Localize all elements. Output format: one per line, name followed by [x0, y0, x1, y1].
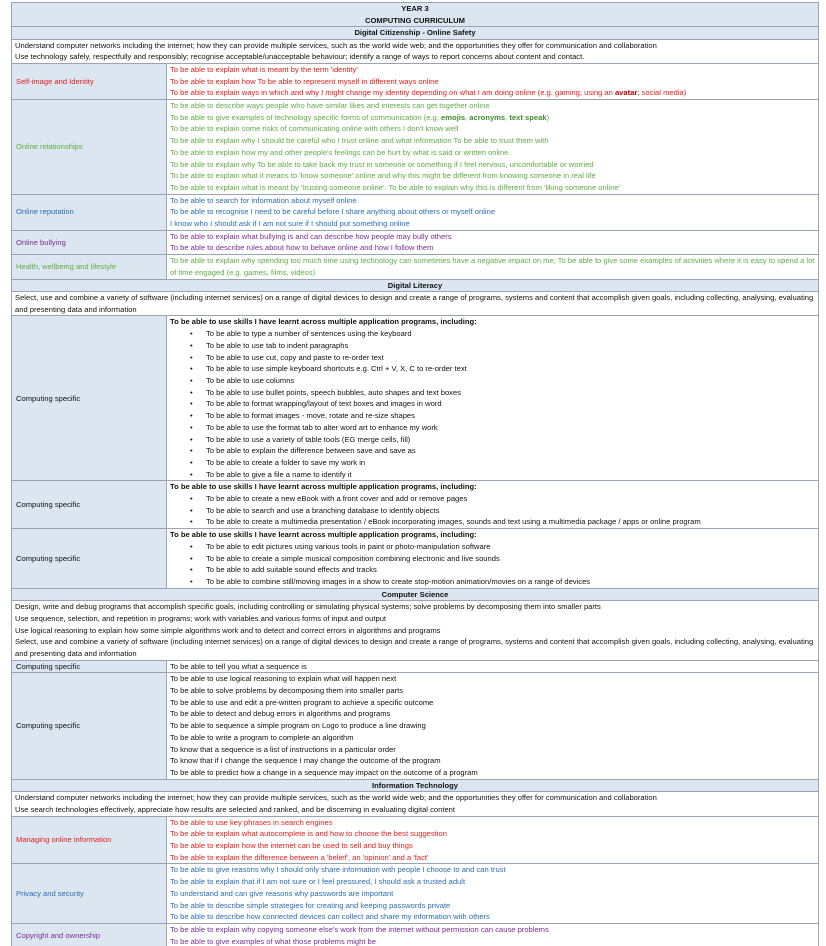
- list-item: • To be able to create a simple musical composition combining electronic and live sounds: [206, 553, 815, 565]
- row-content: [167, 481, 818, 528]
- row-computing-specific: [11, 528, 819, 588]
- row-health-wellbeing: [11, 254, 819, 278]
- row-copyright-ownership: [11, 923, 819, 946]
- intro-line: Use sequence, selection, and repetition in programs; work with variables and various forms of input and output: [15, 613, 387, 623]
- list-item: To be able to detect and debug errors in algorithms and programs: [170, 709, 391, 719]
- row-online-reputation: [11, 194, 819, 230]
- list-item: To be able to give reasons why I should only share information with people I choose to and can trust: [170, 865, 506, 875]
- list-item: • To be able to combine still/moving images in a show to create stop-motion animation/movies on a range of devices: [206, 576, 815, 588]
- row-label: Computing specific: [12, 673, 167, 778]
- list-item: To be able to explain the difference between a 'belief', an 'opinion' and a 'fact': [170, 852, 429, 862]
- intro-line: Understand computer networks including the internet; how they can provide multiple services, such as the world wide web; and the opportunities they offer for communication and collaboration: [15, 40, 657, 50]
- list-item: To be able to give examples of technology specific forms of communication (e.g. emojis, acronyms, text speak): [170, 112, 550, 122]
- row-content: [167, 864, 818, 923]
- list-item: To be able to recognise I need to be careful before I share anything about others or myself online: [170, 207, 496, 217]
- row-privacy-security: [11, 863, 819, 923]
- row-content: [167, 64, 818, 99]
- intro-line: Understand computer networks including the internet; how they can provide multiple services, such as the world wide web; and the opportunities they offer for communication and collaboration: [15, 793, 657, 803]
- list-item: • To be able to create a new eBook with a front cover and add or remove pages: [206, 493, 815, 505]
- row-computing-specific: [11, 660, 819, 673]
- bullet-list: [170, 493, 815, 528]
- section-intro: [11, 600, 819, 660]
- section-intro: [11, 791, 819, 815]
- list-item: To be able to use and edit a pre-written program to achieve a specific outcome: [170, 697, 434, 707]
- list-item: • To be able to type a number of sentences using the keyboard: [206, 328, 815, 340]
- list-item: To be able to explain some risks of communicating online with others I don't know well: [170, 124, 459, 134]
- row-label: Privacy and security: [12, 864, 167, 923]
- row-content: [167, 316, 818, 480]
- curriculum-title: COMPUTING CURRICULUM: [365, 15, 465, 25]
- list-item: To be able to give examples of what those problems might be: [170, 936, 376, 946]
- list-item: To be able to explain what is meant by 'trusting someone online'. To be able to explain why this is different from 'liking someone online': [170, 182, 621, 192]
- list-item: • To be able to edit pictures using various tools in paint or photo-manipulation software: [206, 541, 815, 553]
- row-computing-specific: [11, 672, 819, 778]
- row-label: Online reputation: [12, 195, 167, 230]
- row-content: [167, 195, 818, 230]
- list-item: To be able to describe rules about how to behave online and how I follow them: [170, 243, 434, 253]
- list-item: • To be able to use cut, copy and paste to re-order text: [206, 352, 815, 364]
- list-item: • To be able to create a folder to save my work in: [206, 457, 815, 469]
- list-item: To know that if I change the sequence I may change the outcome of the program: [170, 756, 441, 766]
- row-content: [167, 817, 818, 864]
- list-item: To be able to describe how connected devices can collect and share my information with others: [170, 912, 490, 922]
- intro-line: Use logical reasoning to explain how some simple algorithms work and to detect and correct errors in algorithms and programs: [15, 625, 441, 635]
- row-label: Copyright and ownership: [12, 924, 167, 946]
- bullet-list: [170, 541, 815, 588]
- block-heading: To be able to use skills I have learnt across multiple application programs, including:: [170, 482, 477, 492]
- list-item: To be able to tell you what a sequence is: [170, 661, 307, 671]
- list-item: • To be able to format wrapping/layout of text boxes and images in word: [206, 398, 815, 410]
- list-item: • To be able to explain the difference between save and save as: [206, 445, 815, 457]
- row-label: Online relationships: [12, 100, 167, 194]
- row-managing-online-information: [11, 816, 819, 864]
- list-item: To be able to explain what it means to 'know someone' online and why this might be different from knowing someone in real life: [170, 171, 596, 181]
- intro-line: Select, use and combine a variety of software (including internet services) on a range of digital devices to design and create a range of programs, systems and content that accomplish given goals, including collecting, analysing, evaluating and presenting data and information: [15, 637, 814, 658]
- row-online-bullying: [11, 230, 819, 254]
- list-item: To be able to explain that if I am not sure or I feel pressured, I should ask a trusted adult: [170, 877, 466, 887]
- list-item: To be able to use key phrases in search engines: [170, 817, 333, 827]
- list-item: To be able to explain what is meant by the term 'identity': [170, 64, 358, 74]
- list-item: I know who I should ask if I am not sure if I should put something online: [170, 219, 410, 229]
- row-label: Self-image and Identity: [12, 64, 167, 99]
- row-content: [167, 100, 818, 194]
- row-label: Health, wellbeing and lifestyle: [12, 255, 167, 278]
- list-item: To be able to explain how the internet can be used to sell and buy things: [170, 841, 413, 850]
- section-intro: Select, use and combine a variety of software (including internet services) on a range of digital devices to design and create a range of programs, systems and content that accomplish given goals, including collecting, analysing, evaluating and presenting data and information: [11, 291, 819, 315]
- list-item: • To be able to format images - move, rotate and re-size shapes: [206, 410, 815, 422]
- list-item: To be able to explain why I should be careful who I trust online and what information To be able to trust them with: [170, 136, 549, 146]
- section-title-information-technology: Information Technology: [11, 779, 819, 792]
- row-content: [167, 661, 818, 673]
- row-label: Managing online information: [12, 817, 167, 864]
- list-item: To be able to search for information about myself online: [170, 195, 357, 205]
- list-item: • To be able to search and use a branching database to identify objects: [206, 505, 815, 517]
- row-label: Computing specific: [12, 661, 167, 673]
- row-content: [167, 231, 818, 254]
- list-item: • To be able to add suitable sound effects and tracks: [206, 564, 815, 576]
- row-computing-specific: [11, 480, 819, 528]
- list-item: • To be able to use simple keyboard shortcuts e.g. Ctrl + V, X, C to re-order text: [206, 363, 815, 375]
- list-item: To be able to solve problems by decomposing them into smaller parts: [170, 686, 403, 696]
- list-item: To be able to sequence a simple program on Logo to produce a line drawing: [170, 721, 426, 731]
- list-item: To know that a sequence is a list of instructions in a particular order: [170, 744, 396, 754]
- curriculum-document: [11, 2, 819, 946]
- list-item: • To be able to use tab to indent paragraphs: [206, 340, 815, 352]
- list-item: To be able to predict how a change in a sequence may impact on the outcome of a program: [170, 767, 478, 777]
- intro-line: Design, write and debug programs that accomplish specific goals, including controlling or simulating physical systems; solve problems by decomposing them into smaller parts: [15, 602, 601, 612]
- row-self-image: [11, 63, 819, 99]
- list-item: To be able to explain why copying someone else's work from the internet without permission can cause problems: [170, 924, 549, 934]
- row-label: Computing specific: [12, 529, 167, 588]
- row-content: [167, 924, 818, 946]
- list-item: To be able to describe simple strategies for creating and keeping passwords private: [170, 900, 451, 910]
- bullet-list: [170, 328, 815, 480]
- section-title-digital-citizenship: Digital Citizenship - Online Safety: [11, 26, 819, 39]
- section-title-digital-literacy: Digital Literacy: [11, 279, 819, 292]
- row-label: Online bullying: [12, 231, 167, 254]
- list-item: To be able to use logical reasoning to explain what will happen next: [170, 674, 397, 684]
- list-item: • To be able to use the format tab to alter word art to enhance my work: [206, 422, 815, 434]
- row-content: [167, 529, 818, 588]
- row-computing-specific: [11, 315, 819, 480]
- list-item: • To be able to give a file a name to identify it: [206, 469, 815, 481]
- list-item: • To be able to use a variety of table tools (EG merge cells, fill): [206, 434, 815, 446]
- row-label: Computing specific: [12, 316, 167, 480]
- row-content: [167, 673, 818, 778]
- list-item: To be able to describe ways people who have similar likes and interests can get together online: [170, 101, 490, 111]
- year-title: YEAR 3: [401, 4, 429, 13]
- list-item: • To be able to create a multimedia presentation / eBook incorporating images, sounds and text using a multimedia package / apps or online program: [206, 516, 815, 528]
- list-item: To be able to explain why spending too much time using technology can sometimes have a negative impact on me; To be able to give some examples of activities where it is easy to spend a lot of time engaged (e.g. games, films, videos): [170, 256, 815, 277]
- row-online-relationships: [11, 99, 819, 194]
- list-item: To be able to explain how my and other people's feelings can be hurt by what is said or written online.: [170, 147, 511, 157]
- list-item: To be able to explain what autocomplete is and how to choose the best suggestion: [170, 829, 447, 839]
- list-item: To be able to explain why To be able to take back my trust in someone or something if I feel nervous, uncomfortable or worried: [170, 159, 594, 169]
- section-intro: [11, 39, 819, 63]
- intro-line: Use technology safely, respectfully and responsibly; recognise acceptable/unacceptable behaviour; identify a range of ways to report concerns about content and contact.: [15, 52, 585, 62]
- list-item: • To be able to use bullet points, speech bubbles, auto shapes and text boxes: [206, 387, 815, 399]
- block-heading: To be able to use skills I have learnt across multiple application programs, including:: [170, 317, 477, 327]
- list-item: To be able to explain ways in which and why I might change my identity depending on what I am doing online (e.g. gaming; using an avatar; social media): [170, 88, 687, 98]
- intro-line: Use search technologies effectively, appreciate how results are selected and ranked, and be discerning in evaluating digital content: [15, 804, 456, 814]
- document-header: [11, 2, 819, 26]
- block-heading: To be able to use skills I have learnt across multiple application programs, including:: [170, 530, 477, 540]
- list-item: To be able to write a program to complete an algorithm: [170, 732, 354, 742]
- list-item: To be able to explain how To be able to represent myself in different ways online: [170, 76, 439, 86]
- row-label: Computing specific: [12, 481, 167, 528]
- list-item: To understand and can give reasons why passwords are important: [170, 888, 394, 898]
- list-item: • To be able to use columns: [206, 375, 815, 387]
- list-item: To be able to explain what bullying is and can describe how people may bully others: [170, 231, 452, 241]
- section-title-computer-science: Computer Science: [11, 588, 819, 601]
- row-content: [167, 255, 818, 278]
